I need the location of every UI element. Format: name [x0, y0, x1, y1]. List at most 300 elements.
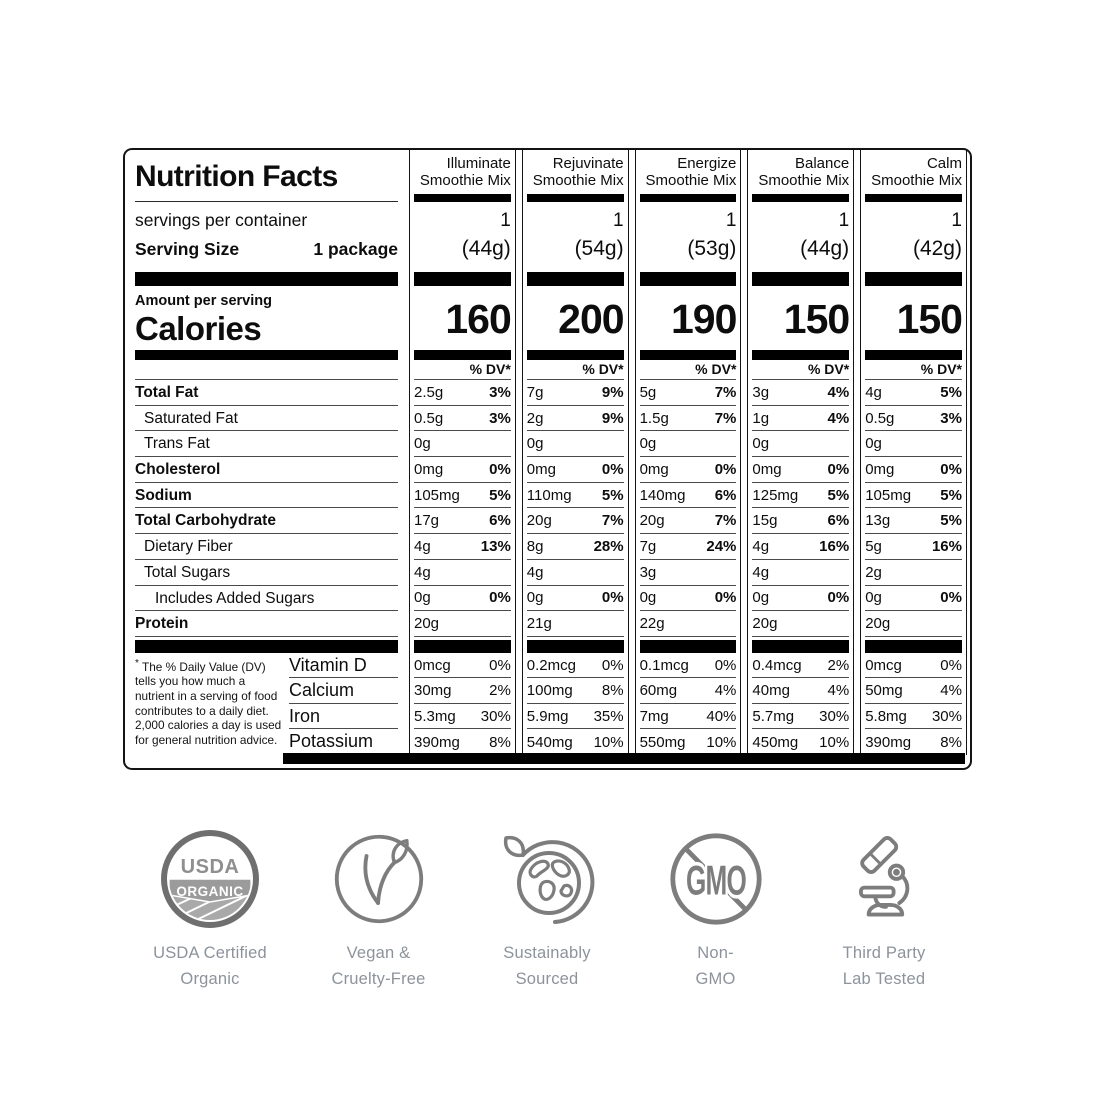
product-column [522, 150, 629, 755]
amount-value: 2g [526, 409, 544, 427]
nutrient-value-cell [640, 405, 737, 431]
nutrient-value-cell [527, 729, 624, 755]
nutrient-value-cell [752, 653, 849, 679]
daily-value-footnote [135, 653, 289, 755]
nutrient-label: Protein [135, 610, 398, 636]
nutrient-value-cell [640, 533, 737, 559]
servings-value: 1 [613, 210, 624, 231]
product-name: Balance Smoothie Mix [758, 155, 850, 189]
nutrient-value-cell [527, 678, 624, 704]
certification-badge [297, 828, 461, 992]
amount-value: 0.5g [865, 409, 895, 427]
amount-value: 4g [526, 563, 544, 581]
divider-bar [527, 350, 624, 360]
amount-value: 3g [639, 563, 657, 581]
servings-value: 1 [500, 210, 511, 231]
amount-value: 4g [414, 563, 431, 581]
nutrient-values [752, 379, 849, 637]
daily-value-percent: 0% [827, 589, 850, 607]
amount-value: 0.4mcg [752, 656, 802, 674]
daily-value-percent: 7% [601, 512, 624, 530]
nutrient-value-cell [527, 610, 624, 636]
daily-value-percent: 0% [601, 656, 624, 674]
divider-bar [865, 350, 962, 360]
nutrient-value-cell [414, 704, 511, 730]
serving-size-value: 1 package [313, 239, 398, 259]
nutrient-value-cell [640, 430, 737, 456]
nutrient-value-cell [752, 533, 849, 559]
daily-value-percent: 4% [827, 409, 850, 427]
daily-value-percent: 0% [601, 460, 624, 478]
daily-value-percent: 2% [489, 682, 511, 700]
amount-value: 100mg [526, 682, 573, 700]
dv-column-header: % DV* [807, 361, 850, 377]
amount-value: 0.1mcg [639, 656, 689, 674]
amount-value: 0.2mcg [526, 656, 576, 674]
nutrient-label: Dietary Fiber [135, 533, 398, 559]
amount-value: 30mg [414, 682, 452, 700]
daily-value-percent: 4% [940, 682, 962, 700]
amount-value: 140mg [639, 486, 686, 504]
non-gmo-icon [668, 831, 764, 927]
serving-size-label: Serving Size [135, 239, 240, 259]
amount-value: 4g [752, 537, 770, 555]
daily-value-percent: 0% [489, 656, 511, 674]
nutrient-label: Total Carbohydrate [135, 507, 398, 533]
nutrient-value-cell [752, 559, 849, 585]
nutrient-value-cell [414, 533, 511, 559]
badge-label: Sustainably Sourced [503, 944, 591, 988]
daily-value-percent: 6% [489, 512, 511, 530]
label-column [125, 150, 406, 768]
nutrient-value-cell [865, 559, 962, 585]
divider-bar [135, 640, 398, 653]
nutrient-value-cell [414, 379, 511, 405]
daily-value-percent: 0% [601, 589, 624, 607]
nutrient-label: Trans Fat [135, 430, 398, 456]
vitamin-values [527, 653, 624, 755]
badge-label: Non- GMO [695, 944, 736, 988]
amount-value: 5g [865, 537, 882, 555]
calories-label: Calories [135, 310, 262, 347]
daily-value-percent: 16% [931, 537, 962, 555]
daily-value-percent: 7% [714, 409, 737, 427]
amount-value: 0g [752, 435, 770, 453]
divider-bar [527, 640, 624, 653]
microscope-icon [836, 831, 932, 927]
daily-value-percent: 0% [714, 589, 737, 607]
amount-value: 0mg [865, 460, 895, 478]
amount-value: 7g [526, 383, 544, 401]
daily-value-percent: 5% [940, 383, 962, 401]
footnote-marker: * [135, 657, 139, 669]
daily-value-percent: 7% [714, 383, 737, 401]
daily-value-percent: 5% [940, 512, 962, 530]
nutrient-value-cell [527, 704, 624, 730]
vegan-leaf-icon [331, 831, 427, 927]
divider-bar [414, 194, 511, 202]
footnote-and-vitamins [135, 653, 398, 755]
daily-value-percent: 4% [827, 682, 850, 700]
nutrient-value-cell [414, 430, 511, 456]
nutrient-value-cell [752, 610, 849, 636]
amount-value: 4g [752, 563, 770, 581]
nutrient-value-cell [640, 585, 737, 611]
amount-value: 0g [414, 435, 431, 453]
badge-label: USDA Certified Organic [153, 944, 267, 988]
daily-value-percent: 0% [827, 460, 850, 478]
daily-value-percent: 28% [593, 537, 624, 555]
amount-value: 7mg [639, 707, 669, 725]
amount-value: 8g [526, 537, 544, 555]
nutrition-facts-panel [123, 148, 972, 770]
divider-bar [527, 194, 624, 202]
nutrient-value-cell [865, 507, 962, 533]
nutrient-value-cell [752, 405, 849, 431]
amount-value: 0g [865, 589, 882, 607]
daily-value-percent: 6% [714, 486, 737, 504]
nutrient-value-cell [640, 678, 737, 704]
nutrient-label: Cholesterol [135, 456, 398, 482]
nutrient-label: Includes Added Sugars [135, 585, 398, 611]
nutrient-value-cell [865, 405, 962, 431]
servings-value: 1 [725, 210, 737, 231]
product-column [860, 150, 967, 755]
vitamin-values [865, 653, 962, 755]
daily-value-percent: 0% [489, 589, 511, 607]
calories-value: 150 [896, 296, 962, 342]
nutrient-value-cell [865, 678, 962, 704]
nutrient-value-cell [752, 430, 849, 456]
amount-value: 110mg [526, 486, 572, 504]
divider-bar [135, 350, 398, 360]
divider-bar [640, 194, 737, 202]
amount-value: 5.7mg [752, 707, 795, 725]
amount-value: 0g [639, 589, 657, 607]
amount-value: 7g [639, 537, 657, 555]
divider-bar [414, 640, 511, 653]
calories-value: 200 [558, 296, 624, 342]
amount-value: 21g [526, 615, 552, 633]
amount-value: 0mcg [865, 656, 902, 674]
nutrient-value-cell [527, 507, 624, 533]
daily-value-percent: 30% [480, 707, 511, 725]
servings-value: 1 [951, 210, 962, 231]
daily-value-percent: 0% [940, 656, 962, 674]
divider-bar [640, 272, 737, 286]
amount-value: 1.5g [639, 409, 669, 427]
nutrient-value-cell [527, 405, 624, 431]
serving-size-row [135, 235, 398, 265]
vitamin-values [414, 653, 511, 755]
vitamin-label: Vitamin D [289, 653, 398, 679]
amount-value: 40mg [752, 682, 790, 700]
certification-badge [128, 828, 292, 992]
daily-value-percent: 24% [706, 537, 737, 555]
amount-value: 550mg [639, 733, 686, 751]
amount-value: 15g [752, 512, 778, 530]
vitamin-labels [289, 653, 398, 755]
nutrient-value-cell [752, 379, 849, 405]
vitamin-label: Potassium [289, 731, 374, 752]
daily-value-percent: 9% [601, 383, 624, 401]
daily-value-percent: 16% [819, 537, 850, 555]
amount-value: 390mg [865, 733, 912, 751]
product-name: Calm Smoothie Mix [871, 155, 962, 189]
daily-value-percent: 40% [706, 707, 737, 725]
certification-badge [634, 828, 798, 992]
nutrient-value-cell [865, 653, 962, 679]
daily-value-percent: 0% [940, 460, 962, 478]
nutrient-value-cell [640, 507, 737, 533]
amount-value: 20g [526, 512, 552, 530]
amount-value: 0mcg [414, 656, 451, 674]
daily-value-percent: 7% [714, 512, 737, 530]
divider-bar [640, 640, 737, 653]
daily-value-percent: 6% [827, 512, 850, 530]
product-name: Rejuvinate Smoothie Mix [532, 155, 624, 189]
amount-value: 13g [865, 512, 891, 530]
badge-label: Third Party Lab Tested [842, 944, 926, 988]
divider-bar [527, 272, 624, 286]
nutrient-value-cell [865, 585, 962, 611]
nutrient-value-cell [527, 379, 624, 405]
serving-size-value: (44g) [800, 237, 850, 260]
globe-leaf-icon [497, 829, 597, 929]
amount-value: 2g [865, 563, 882, 581]
daily-value-percent: 3% [489, 383, 511, 401]
amount-value: 3g [752, 383, 770, 401]
nutrient-value-cell [752, 507, 849, 533]
amount-value: 1g [752, 409, 770, 427]
daily-value-percent: 0% [714, 460, 737, 478]
amount-value: 0g [752, 589, 770, 607]
amount-value: 5g [639, 383, 657, 401]
amount-value: 0g [526, 589, 544, 607]
serving-size-value: (44g) [461, 237, 511, 260]
nutrient-value-cell [752, 704, 849, 730]
amount-value: 0mg [639, 460, 669, 478]
product-name: Illuminate Smoothie Mix [419, 155, 511, 189]
divider-bar [752, 640, 849, 653]
daily-value-percent: 2% [827, 656, 850, 674]
daily-value-percent: 3% [940, 409, 962, 427]
amount-value: 20g [639, 512, 665, 530]
gmo-text: GMO [685, 857, 746, 904]
daily-value-percent: 0% [940, 589, 962, 607]
nutrient-value-cell [752, 482, 849, 508]
divider-bar [414, 350, 511, 360]
daily-value-percent: 5% [940, 486, 962, 504]
amount-value: 105mg [865, 486, 912, 504]
servings-value: 1 [838, 210, 850, 231]
daily-value-percent: 35% [593, 707, 624, 725]
amount-value: 0.5g [414, 409, 444, 427]
product-column [635, 150, 742, 755]
amount-value: 5.9mg [526, 707, 569, 725]
dv-header-spacer [135, 360, 398, 379]
vitamin-label: Calcium [289, 678, 398, 704]
amount-per-serving-label: Amount per serving [135, 293, 272, 309]
nutrient-value-cell [640, 559, 737, 585]
nutrient-value-cell [414, 729, 511, 755]
daily-value-percent: 3% [489, 409, 511, 427]
nutrient-value-cell [752, 729, 849, 755]
product-value-columns [406, 150, 970, 768]
divider-bar [135, 272, 398, 286]
nutrient-values [865, 379, 962, 637]
nutrient-value-cell [865, 610, 962, 636]
daily-value-percent: 5% [827, 486, 850, 504]
amount-value: 60mg [639, 682, 678, 700]
amount-value: 17g [414, 512, 440, 530]
daily-value-percent: 8% [601, 682, 624, 700]
daily-value-percent: 30% [931, 707, 962, 725]
divider-bar [752, 194, 849, 202]
daily-value-percent: 30% [819, 707, 850, 725]
divider-bar [865, 272, 962, 286]
divider-bar [640, 350, 737, 360]
nutrient-value-cell [414, 678, 511, 704]
nutrient-value-cell [414, 585, 511, 611]
amount-value: 22g [639, 615, 665, 633]
nutrient-value-cell [527, 430, 624, 456]
daily-value-percent: 9% [601, 409, 624, 427]
calories-value: 190 [670, 296, 737, 342]
nutrient-label: Total Sugars [135, 559, 398, 585]
nutrient-value-cell [752, 456, 849, 482]
nutrient-value-cell [640, 653, 737, 679]
certification-badge [465, 828, 629, 992]
vitamin-values [752, 653, 849, 755]
nutrient-value-cell [865, 430, 962, 456]
nutrient-value-cell [414, 653, 511, 679]
calories-value: 150 [783, 296, 850, 342]
nutrient-value-cell [414, 507, 511, 533]
nutrient-value-cell [640, 704, 737, 730]
amount-value: 0g [526, 435, 544, 453]
nutrient-value-cell [865, 456, 962, 482]
nutrient-value-cell [752, 585, 849, 611]
amount-value: 5.3mg [414, 707, 456, 725]
daily-value-percent: 0% [489, 460, 511, 478]
amount-value: 0mg [414, 460, 444, 478]
nutrient-value-cell [640, 379, 737, 405]
product-column [409, 150, 516, 755]
amount-value: 20g [865, 615, 891, 633]
vitamin-values [640, 653, 737, 755]
amount-value: 105mg [414, 486, 460, 504]
daily-value-percent: 8% [940, 733, 962, 751]
divider-bar [752, 272, 849, 286]
nutrient-label: Sodium [135, 482, 398, 508]
amount-value: 0g [639, 435, 657, 453]
product-name: Energize Smoothie Mix [645, 155, 737, 189]
nutrient-value-cell [640, 482, 737, 508]
nutrient-value-cell [865, 729, 962, 755]
vitamin-label: Iron [289, 704, 398, 730]
nutrient-label: Total Fat [135, 379, 398, 405]
nutrient-value-cell [527, 653, 624, 679]
calories-value: 160 [445, 296, 511, 342]
daily-value-percent: 4% [714, 682, 737, 700]
certification-badges-row [128, 828, 966, 992]
amount-value: 0mg [752, 460, 782, 478]
amount-value: 450mg [752, 733, 799, 751]
nutrient-value-cell [527, 482, 624, 508]
badge-label: Vegan & Cruelty-Free [331, 944, 426, 988]
panel-title: Nutrition Facts [135, 158, 398, 202]
nutrient-value-cell [527, 533, 624, 559]
daily-value-percent: 5% [601, 486, 624, 504]
nutrient-label: Saturated Fat [135, 405, 398, 431]
divider-bar [865, 194, 962, 202]
amount-value: 0g [414, 589, 431, 607]
nutrient-values [640, 379, 737, 637]
seal-usda-text: USDA [180, 856, 240, 878]
seal-organic-text: ORGANIC [176, 884, 244, 899]
nutrient-value-cell [752, 678, 849, 704]
nutrient-value-cell [640, 610, 737, 636]
nutrient-value-cell [865, 482, 962, 508]
daily-value-percent: 8% [489, 733, 511, 751]
dv-column-header: % DV* [695, 361, 737, 377]
nutrient-value-cell [414, 456, 511, 482]
certification-badge [802, 828, 966, 992]
serving-size-value: (42g) [912, 237, 962, 260]
nutrient-value-cell [527, 456, 624, 482]
amount-value: 4g [865, 383, 882, 401]
daily-value-percent: 5% [489, 486, 511, 504]
nutrient-value-cell [640, 456, 737, 482]
amount-value: 390mg [414, 733, 460, 751]
amount-value: 125mg [752, 486, 799, 504]
amount-value: 2.5g [414, 383, 444, 401]
daily-value-percent: 10% [706, 733, 737, 751]
amount-value: 540mg [526, 733, 573, 751]
amount-value: 0mg [526, 460, 556, 478]
amount-value: 0g [865, 435, 882, 453]
amount-value: 20g [414, 615, 440, 633]
dv-column-header: % DV* [582, 361, 624, 377]
nutrient-values [414, 379, 511, 637]
amount-value: 50mg [865, 682, 903, 700]
divider-bar [865, 640, 962, 653]
nutrient-labels [135, 379, 398, 637]
amount-value: 20g [752, 615, 778, 633]
nutrient-value-cell [865, 704, 962, 730]
nutrient-value-cell [865, 533, 962, 559]
nutrient-value-cell [414, 405, 511, 431]
nutrient-value-cell [865, 379, 962, 405]
usda-organic-seal-icon [160, 829, 260, 929]
daily-value-percent: 10% [819, 733, 850, 751]
product-column [747, 150, 854, 755]
nutrient-value-cell [414, 482, 511, 508]
servings-per-container-label: servings per container [135, 210, 308, 230]
footnote-text: The % Daily Value (DV) tells you how much a nutrient in a serving of food contributes to a daily diet. 2,000 calories a day is used for general nutrition advice. [135, 659, 282, 747]
serving-size-value: (54g) [574, 237, 624, 260]
nutrient-value-cell [527, 585, 624, 611]
nutrient-value-cell [640, 729, 737, 755]
dv-column-header: % DV* [469, 361, 511, 377]
nutrient-values [527, 379, 624, 637]
daily-value-percent: 0% [714, 656, 737, 674]
serving-size-value: (53g) [687, 237, 737, 260]
panel-columns [125, 150, 970, 768]
daily-value-percent: 13% [480, 537, 511, 555]
daily-value-percent: 10% [593, 733, 624, 751]
